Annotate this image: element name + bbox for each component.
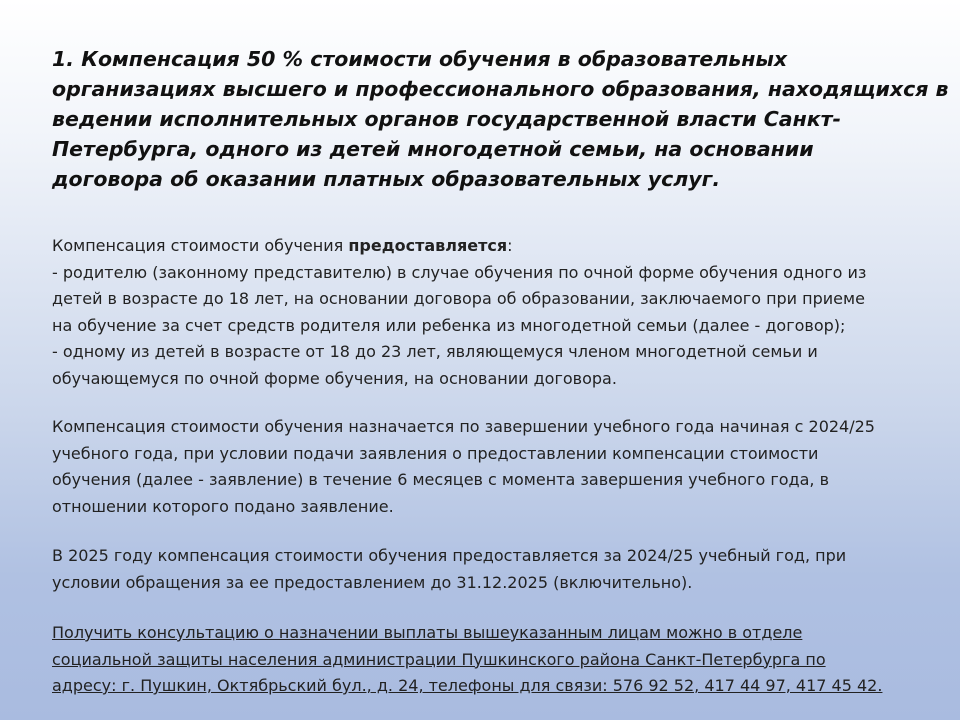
intro-suffix: : [507,236,513,255]
paragraph-line: условии обращения за ее предоставлением до 31.12.2025 (включительно). [52,572,693,592]
paragraph-line: обучающемуся по очной форме обучения, на основании договора. [52,368,617,388]
title-line: договора об оказании платных образовательных услуг. [52,167,721,191]
paragraph-line: на обучение за счет средств родителя или ребенка из многодетной семьи (далее - договор); [52,315,846,335]
slide-title [52,44,949,194]
paragraph-line: Получить консультацию о назначении выплаты вышеуказанным лицам можно в отделе [52,623,803,642]
paragraph-line: Компенсация стоимости обучения назначается по завершении учебного года начиная с 2024/25 [52,417,875,436]
paragraph-line: учебного года, при условии подачи заявления о предоставлении компенсации стоимости [52,443,819,463]
paragraph-line: - одному из детей в возрасте от 18 до 23 лет, являющемуся членом многодетной семьи и [52,342,818,361]
title-line: ведении исполнительных органов государственной власти Санкт- [52,107,842,131]
paragraph-contacts [52,620,942,700]
title-line: 1. Компенсация 50 % стоимости обучения в образовательных [52,47,788,71]
intro-bold: предоставляется [348,236,508,255]
paragraph-deadline [52,543,942,596]
paragraph-line: обучения (далее - заявление) в течение 6 месяцев с момента завершения учебного года, в [52,470,829,489]
paragraph-eligibility [52,233,942,392]
paragraph-line: детей в возрасте до 18 лет, на основании договора об образовании, заключаемого при приеме [52,289,865,308]
paragraph-line: социальной защиты населения администрации Пушкинского района Санкт-Петербурга по [52,649,826,669]
paragraph-line: - родителю (законному представителю) в случае обучения по очной форме обучения одного из [52,262,867,282]
paragraph-line: В 2025 году компенсация стоимости обучения предоставляется за 2024/25 учебный год, при [52,546,847,565]
paragraph-line: отношении которого подано заявление. [52,496,394,516]
title-line: организациях высшего и профессионального образования, находящихся в [52,77,949,101]
eligibility-intro [52,233,942,260]
paragraph-assignment [52,414,942,520]
title-line: Петербурга, одного из детей многодетной семьи, на основании [52,137,814,161]
intro-prefix: Компенсация стоимости обучения [52,236,349,255]
paragraph-line: адресу: г. Пушкин, Октябрьский бул., д. 24, телефоны для связи: 576 92 52, 417 44 97, 417 45 42. [52,676,883,695]
